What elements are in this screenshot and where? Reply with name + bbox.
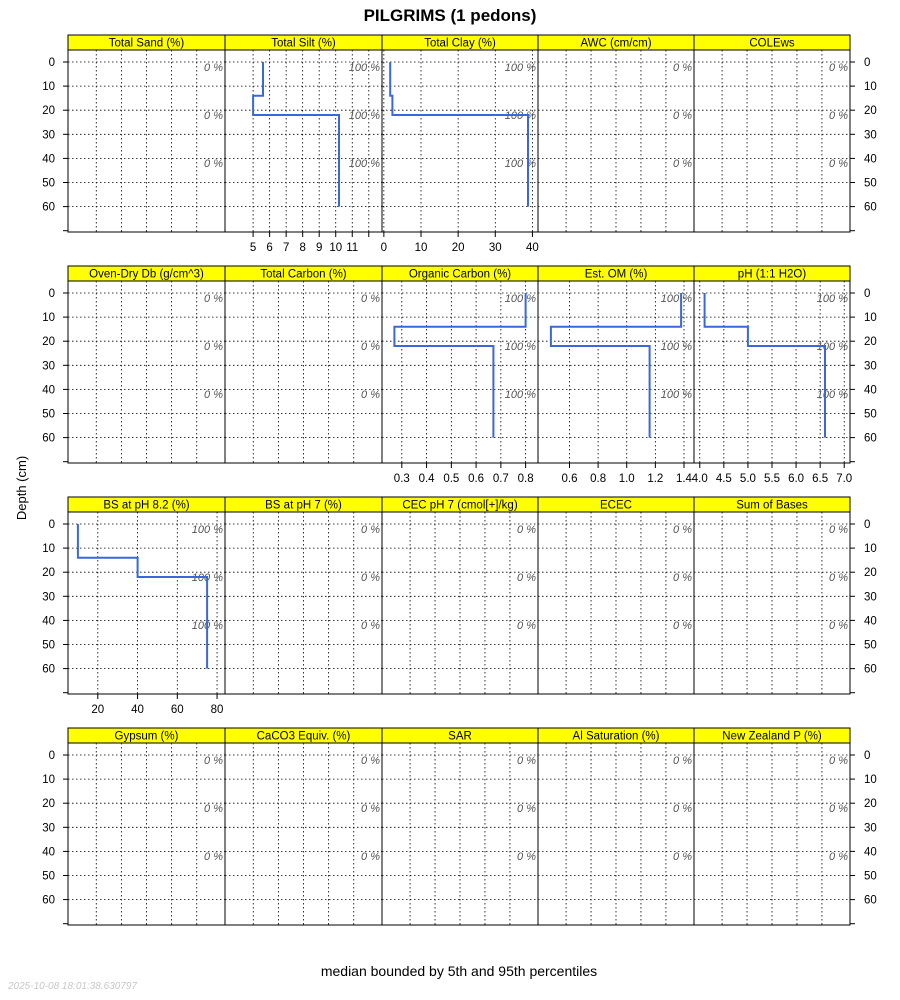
percentile-label: 0 % [673,61,692,74]
percentile-label: 0 % [361,754,380,767]
depth-tick-label: 30 [864,129,877,142]
x-tick-label: 1.4 [675,473,692,485]
panel-19 [694,728,850,925]
panel-4 [694,35,850,232]
panel-11 [225,497,382,694]
percentile-label: 100 % [191,523,223,536]
percentile-label: 100 % [504,158,536,171]
percentile-label: 0 % [204,110,223,123]
panel-frame [68,512,225,694]
depth-tick-label: 0 [48,57,55,69]
percentile-label: 100 % [816,389,848,402]
percentile-label: 0 % [829,110,848,123]
panel-strip-label: Gypsum (%) [114,730,179,743]
panel-0 [68,35,225,232]
x-tick-label: 1.0 [618,473,635,485]
depth-tick-label: 50 [42,870,55,883]
percentile-label: 0 % [361,292,380,305]
panel-strip-label: CEC pH 7 (cmol[+]/kg) [402,499,518,512]
x-tick-label: 0.7 [492,473,509,485]
panel-3 [538,35,694,232]
panel-frame [694,281,850,463]
percentile-label: 0 % [517,754,536,767]
panel-frame [225,281,382,463]
panel-6 [225,266,382,463]
x-tick-label: 6.5 [812,473,829,485]
x-tick-label: 0.3 [393,473,410,485]
percentile-label: 100 % [504,389,536,402]
percentile-label: 100 % [348,110,380,123]
percentile-label: 0 % [517,620,536,633]
panel-frame [382,50,538,232]
percentile-label: 0 % [673,803,692,816]
depth-tick-label: 20 [42,105,55,118]
depth-tick-label: 0 [48,750,55,762]
x-tick-label: 80 [210,704,224,716]
depth-tick-label: 10 [864,312,877,325]
depth-tick-label: 60 [42,201,55,214]
depth-tick-label: 40 [864,846,877,859]
percentile-label: 0 % [829,620,848,633]
percentile-label: 0 % [361,803,380,816]
percentile-label: 0 % [829,61,848,74]
depth-tick-label: 50 [42,639,55,652]
percentile-label: 0 % [829,851,848,864]
percentile-label: 0 % [204,754,223,767]
depth-tick-label: 0 [48,519,55,531]
panel-strip-label: BS at pH 8.2 (%) [103,499,190,512]
panel-frame [225,50,382,232]
x-tick-label: 9 [315,242,323,254]
depth-tick-label: 50 [864,639,877,652]
depth-tick-label: 50 [864,408,877,421]
panel-12 [382,497,538,694]
depth-tick-label: 10 [864,774,877,787]
x-tick-label: 5.0 [739,473,756,485]
percentile-label: 0 % [517,851,536,864]
percentile-label: 100 % [191,620,223,633]
panel-frame [382,512,538,694]
percentile-label: 100 % [504,61,536,74]
panel-frame [68,281,225,463]
depth-tick-label: 40 [864,615,877,628]
depth-tick-label: 50 [42,177,55,190]
x-tick-label: 10 [329,242,343,254]
percentile-label: 100 % [504,341,536,354]
percentile-label: 0 % [673,523,692,536]
depth-tick-label: 40 [42,846,55,859]
panel-strip-label: ECEC [600,499,632,512]
depth-axis-row-3 [42,750,877,924]
x-tick-label: 1.2 [647,473,664,485]
panel-strip-label: Al Saturation (%) [572,730,660,743]
x-tick-label: 6.0 [788,473,805,485]
percentile-label: 0 % [361,851,380,864]
chart-footer: median bounded by 5th and 95th percentiles [320,963,598,979]
depth-axis-row-0 [42,57,877,231]
panel-strip-label: Oven-Dry Db (g/cm^3) [89,268,204,281]
depth-tick-label: 10 [42,81,55,94]
x-tick-label: 5.5 [764,473,780,485]
percentile-label: 0 % [361,389,380,402]
percentile-label: 0 % [361,620,380,633]
depth-tick-label: 60 [864,663,877,676]
panel-frame [538,281,694,463]
depth-tick-label: 20 [864,105,877,118]
depth-tick-label: 50 [864,177,877,190]
percentile-label: 0 % [829,803,848,816]
depth-tick-label: 10 [864,543,877,556]
depth-tick-label: 50 [864,870,877,883]
percentile-label: 100 % [660,341,692,354]
x-tick-label: 5 [249,242,257,254]
panel-frame [694,743,850,925]
depth-tick-label: 60 [42,432,55,445]
percentile-label: 0 % [204,341,223,354]
x-tick-label: 4.0 [691,473,708,485]
depth-tick-label: 30 [864,822,877,835]
x-tick-label: 40 [131,704,144,716]
depth-tick-label: 10 [42,312,55,325]
panel-strip-label: COLEws [749,37,795,50]
depth-tick-label: 40 [42,384,55,397]
panel-18 [538,728,694,925]
x-tick-label: 20 [451,242,465,254]
panel-frame [225,512,382,694]
x-tick-label: 4.5 [715,473,732,485]
percentile-label: 0 % [673,110,692,123]
panel-strip-label: Total Clay (%) [424,37,496,50]
panel-10 [68,497,225,716]
x-tick-label: 40 [526,242,539,254]
panel-8 [538,266,694,485]
depth-tick-label: 30 [42,822,55,835]
depth-tick-label: 20 [864,567,877,580]
percentile-label: 0 % [361,523,380,536]
x-tick-label: 7.0 [836,473,853,485]
depth-axis-row-1 [42,288,877,462]
depth-tick-label: 30 [864,360,877,373]
percentile-label: 100 % [191,572,223,585]
depth-tick-label: 10 [864,81,877,94]
percentile-label: 100 % [504,110,536,123]
y-axis-label: Depth (cm) [14,455,29,521]
depth-tick-label: 10 [42,774,55,787]
percentile-label: 0 % [361,341,380,354]
panel-grid [42,35,877,925]
depth-tick-label: 50 [42,408,55,421]
depth-tick-label: 0 [864,288,871,300]
depth-tick-label: 30 [42,360,55,373]
percentile-label: 0 % [673,572,692,585]
depth-axis-row-2 [42,519,877,693]
x-tick-label: 10 [414,242,428,254]
depth-tick-label: 20 [42,798,55,811]
depth-tick-label: 30 [864,591,877,604]
x-tick-label: 60 [170,704,184,716]
percentile-label: 100 % [348,158,380,171]
x-tick-label: 11 [346,242,359,254]
percentile-label: 0 % [361,572,380,585]
panel-strip-label: BS at pH 7 (%) [265,499,342,512]
panel-frame [694,512,850,694]
panel-9 [692,266,852,485]
percentile-label: 0 % [673,158,692,171]
panel-strip-label: New Zealand P (%) [722,730,822,743]
x-tick-label: 0.8 [590,473,607,485]
percentile-label: 0 % [204,292,223,305]
x-tick-label: 0.6 [468,473,485,485]
panel-frame [694,50,850,232]
panel-frame [538,50,694,232]
percentile-label: 100 % [816,292,848,305]
depth-tick-label: 30 [42,129,55,142]
percentile-label: 0 % [829,754,848,767]
percentile-label: 0 % [204,851,223,864]
panel-strip-label: Organic Carbon (%) [408,268,512,281]
percentile-label: 0 % [204,389,223,402]
panel-strip-label: Total Carbon (%) [260,268,347,281]
panel-13 [538,497,694,694]
depth-tick-label: 60 [864,432,877,445]
depth-tick-label: 60 [864,894,877,907]
timestamp: 2025-10-08 18:01:38.630797 [8,981,138,992]
x-tick-label: 30 [488,242,502,254]
depth-tick-label: 0 [864,750,871,762]
depth-tick-label: 40 [864,384,877,397]
panel-strip-label: AWC (cm/cm) [580,37,652,50]
depth-tick-label: 10 [42,543,55,556]
panel-frame [225,743,382,925]
panel-5 [68,266,225,463]
depth-tick-label: 20 [42,336,55,349]
x-tick-label: 0.4 [418,473,435,485]
panel-frame [538,743,694,925]
percentile-label: 0 % [829,523,848,536]
x-tick-label: 7 [282,242,290,254]
panel-frame [538,512,694,694]
panel-strip-label: Total Sand (%) [108,37,185,50]
panel-strip-label: Total Silt (%) [271,37,336,50]
panel-frame [382,281,538,463]
panel-1 [225,35,382,254]
depth-tick-label: 20 [864,798,877,811]
x-tick-label: 0 [380,242,388,254]
percentile-label: 0 % [673,754,692,767]
percentile-label: 0 % [517,803,536,816]
percentile-label: 0 % [673,851,692,864]
depth-tick-label: 40 [864,153,877,166]
percentile-label: 0 % [517,523,536,536]
panel-16 [225,728,382,925]
percentile-label: 0 % [204,61,223,74]
panel-strip-label: pH (1:1 H2O) [737,268,807,281]
depth-tick-label: 40 [42,153,55,166]
depth-tick-label: 0 [864,57,871,69]
panel-frame [68,50,225,232]
percentile-label: 0 % [829,158,848,171]
panel-7 [382,266,538,485]
percentile-label: 100 % [660,389,692,402]
depth-tick-label: 20 [864,336,877,349]
panel-frame [68,743,225,925]
x-tick-label: 8 [299,242,306,254]
percentile-label: 100 % [504,292,536,305]
percentile-label: 0 % [204,803,223,816]
percentile-label: 100 % [660,292,692,305]
depth-tick-label: 0 [48,288,55,300]
depth-tick-label: 60 [42,894,55,907]
depth-tick-label: 60 [42,663,55,676]
x-tick-label: 0.8 [517,473,534,485]
depth-tick-label: 30 [42,591,55,604]
percentile-label: 0 % [829,572,848,585]
depth-tick-label: 60 [864,201,877,214]
panel-2 [381,35,539,254]
panel-strip-label: Est. OM (%) [584,268,648,281]
depth-tick-label: 40 [42,615,55,628]
panel-frame [382,743,538,925]
percentile-label: 0 % [204,158,223,171]
percentile-label: 0 % [517,572,536,585]
chart-title: PILGRIMS (1 pedons) [363,6,537,25]
panel-strip-label: SAR [448,730,472,743]
x-tick-label: 20 [91,704,105,716]
panel-17 [382,728,538,925]
panel-14 [694,497,850,694]
percentile-label: 100 % [348,61,380,74]
x-tick-label: 0.6 [561,473,578,485]
depth-tick-label: 20 [42,567,55,580]
percentile-label: 0 % [673,620,692,633]
panel-15 [68,728,225,925]
x-tick-label: 0.5 [443,473,460,485]
panel-strip-label: CaCO3 Equiv. (%) [256,730,351,743]
percentile-label: 100 % [816,341,848,354]
depth-tick-label: 0 [864,519,871,531]
x-tick-label: 6 [266,242,273,254]
panel-strip-label: Sum of Bases [736,499,808,512]
